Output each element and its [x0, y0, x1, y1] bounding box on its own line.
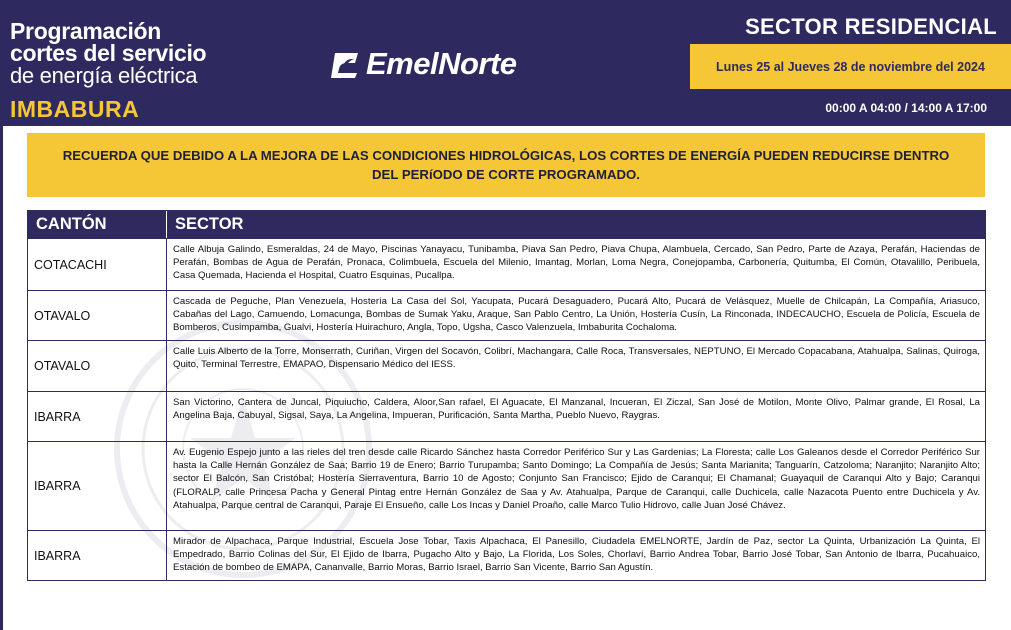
sector-cell: Calle Luis Alberto de la Torre, Monserrath, Curiñan, Virgen del Socavón, Colibrí, Machangara, Calle Roca, Transversales, NEPTUNO, El Mercado Copacabana, Atahualpa, Salinas, Quiroga, Quito, Terminal Terrestre, EMAPAO, Dispensario Médico del IESS. — [173, 346, 980, 371]
outage-schedule-table — [27, 210, 986, 581]
sector-cell: San Victorino, Cantera de Juncal, Piquiucho, Caldera, Aloor,San rafael, El Aguacate, El Manzanal, Incueran, El Ziczal, San José de Motilon, Monte Olivo, Palmar grande, El Rosal, La Angelina Baja, Cabuyal, Sigsal, Saya, La Angelina, Impueran, Purificación, Santa Martha, Pueblo Nuevo, Raygras. — [173, 397, 980, 422]
notice-banner — [27, 133, 985, 197]
table-row — [28, 340, 985, 391]
sector-cell: Av. Eugenio Espejo junto a las rieles del tren desde calle Ricardo Sánchez hasta Corredor Periférico Sur y Las Gardenias; La Floresta; calle Los Galeanos desde el Corredor Periférico Sur hasta la Calle Hernán González de Saa; Barrio 19 de Enero; Barrio Turupamba; Santo Domingo; La Compañía de Jesús; Santa Marianita; Tanguarín, Catzoloma; Naranjito; Naranjito Alto; sector El Balcón, San Cristóbal; Hostería Sierraventura, Barrio 10 de Agosto; Conjunto San Francisco; Ejido de Caranqui; El Chamanal; Guayaquil de Caranqui Alto y Bajo; Caranqui (FLORALP, calle Princesa Pacha y General Pintag entre Hernán González de Saa y Av. Atahualpa, Parque de Caranqui, calle Duchicela, calle Nazacota Puento entre Duchicela y Av. Atahualpa, Parque central de Caranqui, Paraje El Ensueño, calle Los Incas y Daniel Proaño, calle Marco Tulio Hidrovo, calle Juan José Chávez. — [173, 447, 980, 511]
table-row — [28, 238, 985, 290]
sector-cell: Calle Albuja Galindo, Esmeraldas, 24 de Mayo, Piscinas Yanayacu, Tunibamba, Piava San Pedro, Piava Chupa, Alambuela, Cercado, San Pedro, Parte de Azaya, Perafán, Haciendas de Perafán, Bombas de Agua de Perafán, Pronaca, Colimbuela, Escuela del Milenio, Imantag, Morlan, Loma Negra, Conejopamba, Carbonería, Quitumba, El Común, Otavalillo, Peribuela, Casa Quemada, Hacienda el Hospital, Cuatro Esquinas, Pucallpa. — [173, 244, 980, 282]
canton-cell: OTAVALO — [28, 291, 167, 340]
table-row — [28, 530, 985, 580]
left-border — [0, 0, 3, 630]
logo-wordmark: EmelNorte — [366, 46, 517, 81]
title-line-1: Programación — [10, 18, 162, 44]
sector-cell: Mirador de Alpachaca, Parque Industrial, Escuela Jose Tobar, Taxis Alpachaca, El Panesillo, Ciudadela EMELNORTE, Jardín de Paz, sector La Quinta, Urbanización La Quinta, El Empedrado, Barrio Colinas del Sur, El Ejido de Ibarra, Pugacho Alto y Bajo, La Florida, Los Soles, Chorlaví, Barrio Andrea Tobar, Barrio José Tobar, San Antonio de Ibarra, Pucahuaico, Estación de bombeo de EMAPA, Cananvalle, Barrio Moras, Barrio Israel, Barrio San Vicente, Barrio San Agustín. — [173, 536, 980, 574]
header-canton: CANTÓN — [28, 211, 167, 238]
canton-cell: OTAVALO — [28, 341, 167, 391]
canton-cell: COTACACHI — [28, 239, 167, 290]
table-row — [28, 391, 985, 441]
date-range-box — [690, 44, 1011, 89]
title-line-3: de energía eléctrica — [10, 63, 198, 88]
sector-type-title: SECTOR RESIDENCIAL — [745, 14, 997, 39]
emelnorte-logo — [330, 46, 517, 82]
table-header-row — [28, 211, 985, 238]
sector-cell: Cascada de Peguche, Plan Venezuela, Hostería La Casa del Sol, Yacupata, Pucará Desaguadero, Pucará Alto, Pucará de Velásquez, Muelle de Chilcapán, La Compañía, Ariasuco, Cabañas del Lago, Camuendo, Lomacunga, Bombas de Sumak Yaku, Araque, San Pablo Centro, La Unión, Hostería Cusín, La Rinconada, INDECAUCHO, Escuela de Policía, Escuela de Bomberos, Cusimpamba, Gualvi, Hostería Huirachuro, Angla, Topo, Ugsha, Casco Valenzuela, Imbaburita Cochaloma. — [173, 296, 980, 334]
date-range-text: Lunes 25 al Jueves 28 de noviembre del 2024 — [716, 59, 985, 74]
canton-cell: IBARRA — [28, 392, 167, 441]
page-header — [0, 0, 1011, 126]
header-sector: SECTOR — [175, 215, 244, 233]
table-row — [28, 290, 985, 340]
table-row — [28, 441, 985, 530]
program-title — [10, 20, 206, 88]
province-label: IMBABURA — [10, 96, 140, 122]
notice-text: RECUERDA QUE DEBIDO A LA MEJORA DE LAS CONDICIONES HIDROLÓGICAS, LOS CORTES DE ENERGÍA PUEDEN REDUCIRSE DENTRO DEL PERíODO DE CORTE PROGRAMADO. — [62, 148, 950, 182]
canton-cell: IBARRA — [28, 531, 167, 580]
canton-cell: IBARRA — [28, 442, 167, 530]
outage-hours: 00:00 A 04:00 / 14:00 A 17:00 — [825, 101, 987, 115]
title-line-2: cortes del servicio — [10, 40, 207, 66]
emelnorte-logo-icon — [330, 49, 362, 79]
